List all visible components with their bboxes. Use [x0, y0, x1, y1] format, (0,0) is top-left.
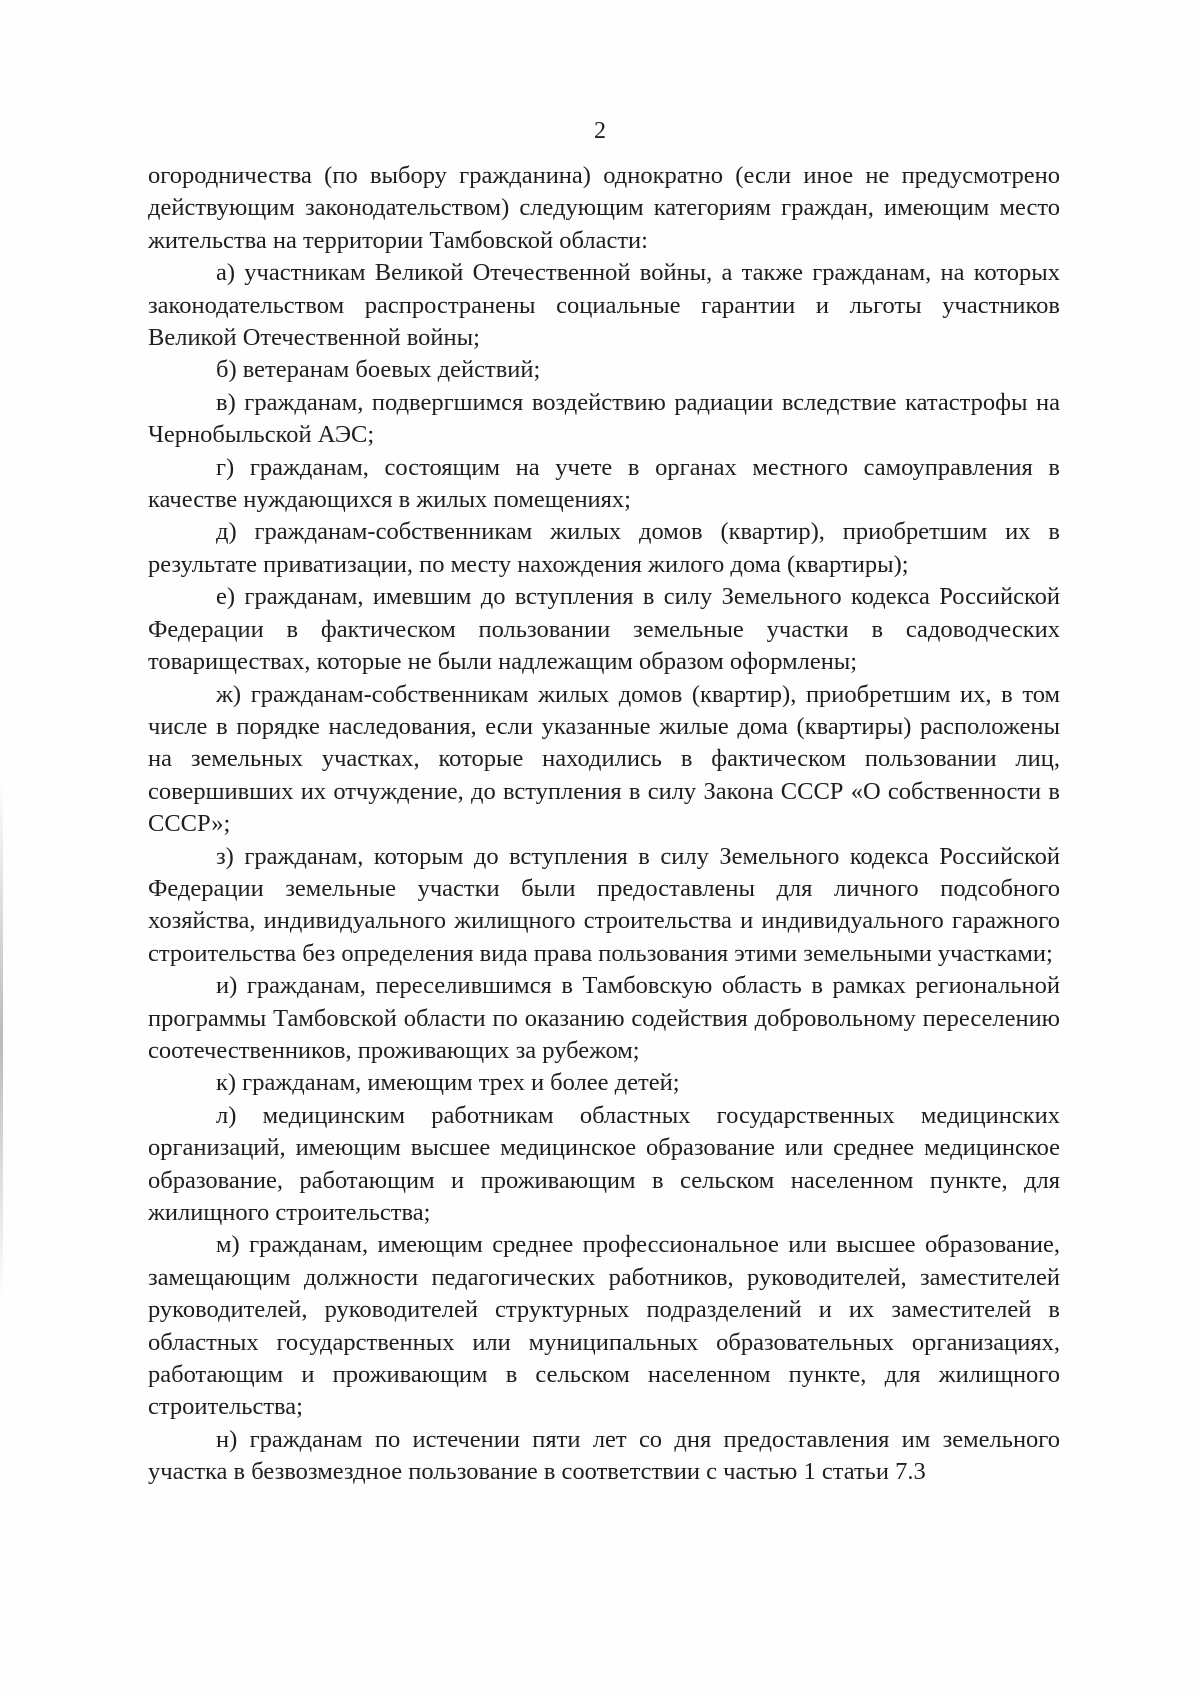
paragraph-item-b: б) ветеранам боевых действий; — [216, 356, 541, 384]
paragraph-item-d: д) гражданам-собственникам жилых домов (квартир), приобретшим их в результате приватизации, по месту нахождения жилого дома (квартиры); — [148, 518, 1060, 578]
paragraph-item-z: з) гражданам, которым до вступления в силу Земельного кодекса Российской Федерации земельные участки были предоставлены для личного подсобного хозяйства, индивидуального жилищного строительства и индивидуального гаражного строительства без определения вида права пользования этими земельными участками; — [148, 842, 1060, 967]
scan-edge-shadow — [0, 780, 3, 1300]
page-number: 2 — [594, 118, 606, 144]
paragraph-item-e: е) гражданам, имевшим до вступления в силу Земельного кодекса Российской Федерации в фактическом пользовании земельные участки в садоводческих товариществах, которые не были надлежащим образом оформлены; — [148, 583, 1060, 676]
paragraph-item-a: а) участникам Великой Отечественной войны, а также гражданам, на которых законодательством распространены социальные гарантии и льготы участников Великой Отечественной войны; — [148, 259, 1060, 352]
paragraph-intro: огородничества (по выбору гражданина) однократно (если иное не предусмотрено действующим законодательством) следующим категориям граждан, имеющим место жительства на территории Тамбовской области: — [148, 162, 1060, 254]
document-body — [148, 160, 1060, 1489]
paragraph-item-l: л) медицинским работникам областных государственных медицинских организаций, имеющим высшее медицинское образование или среднее медицинское образование, работающим и проживающим в сельском населенном пункте, для жилищного строительства; — [148, 1101, 1060, 1226]
paragraph-item-m: м) гражданам, имеющим среднее профессиональное или высшее образование, замещающим должности педагогических работников, руководителей, заместителей руководителей, руководителей структурных подразделений и их заместителей в областных государственных или муниципальных образовательных организациях, работающим и проживающим в сельском населенном пункте, для жилищного строительства; — [148, 1231, 1060, 1421]
paragraph-item-n: н) гражданам по истечении пяти лет со дня предоставления им земельного участка в безвозмездное пользование в соответствии с частью 1 статьи 7.3 — [148, 1425, 1060, 1486]
paragraph-item-k: к) гражданам, имеющим трех и более детей; — [216, 1069, 680, 1097]
paragraph-item-g: г) гражданам, состоящим на учете в органах местного самоуправления в качестве нуждающихся в жилых помещениях; — [148, 453, 1060, 514]
paragraph-item-i: и) гражданам, переселившимся в Тамбовскую область в рамках региональной программы Тамбовской области по оказанию содействия добровольному переселению соотечественников, проживающих за рубежом; — [148, 972, 1060, 1064]
paragraph-item-v: в) гражданам, подвергшимся воздействию радиации вследствие катастрофы на Чернобыльской АЭС; — [148, 388, 1060, 449]
paragraph-item-zh: ж) гражданам-собственникам жилых домов (квартир), приобретшим их, в том числе в порядке наследования, если указанные жилые дома (квартиры) расположены на земельных участках, которые находились в фактическом пользовании лиц, совершивших их отчуждение, до вступления в силу Закона СССР «О собственности в СССР»; — [148, 680, 1060, 838]
